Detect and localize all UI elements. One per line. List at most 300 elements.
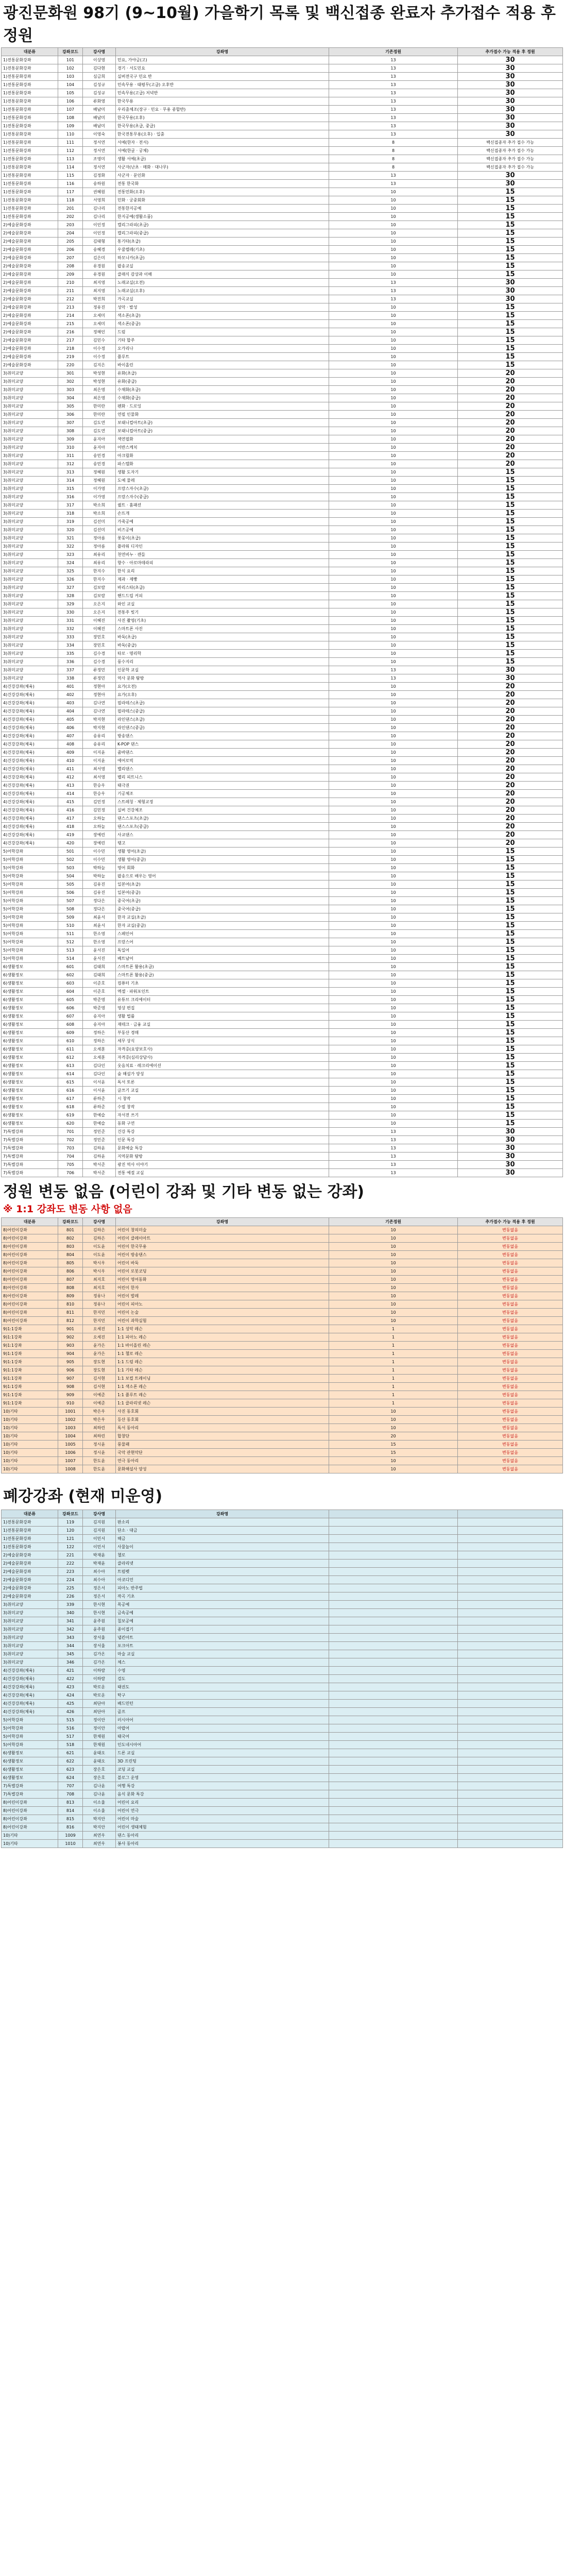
category-cell: 2)예술문화강좌 [2,262,58,270]
category-cell: 3)취미교양 [2,559,58,567]
instructor-cell: 최은영 [83,394,116,402]
new-capacity-cell: 15 [458,922,563,930]
course-name-cell: 칠보공예 [116,1617,329,1625]
course-name-cell: 건강 특강 [116,1128,329,1136]
original-capacity-cell: 10 [329,955,458,963]
course-name-cell: 봉사 동아리 [116,1840,329,1848]
original-capacity-cell: 13 [329,287,458,295]
original-capacity-cell [329,1617,458,1625]
table-row [2,543,563,551]
course-name-cell: 플루트 [116,353,329,361]
category-cell: 4)건강강좌(체육) [2,757,58,765]
code-cell: 801 [58,1226,83,1234]
instructor-cell: 정혜원 [83,468,116,477]
instructor-cell: 정현아 [83,691,116,699]
instructor-cell: 장서율 [83,1634,116,1642]
code-cell: 1005 [58,1440,83,1449]
course-name-cell: 오카리나 [116,345,329,353]
new-capacity-cell: 15 [458,477,563,485]
new-capacity-cell: 30 [458,1144,563,1153]
category-cell: 3)취미교양 [2,543,58,551]
table-row [2,1424,563,1432]
new-capacity-cell: 변동없음 [458,1325,563,1333]
col-course-name: 강좌명 [116,1218,329,1226]
new-capacity-cell: 30 [458,1169,563,1177]
code-cell: 320 [58,526,83,534]
category-cell: 8)어린이강좌 [2,1284,58,1292]
course-name-cell: 첼로 [116,1551,329,1560]
instructor-cell: 김서현 [83,1375,116,1383]
new-capacity-cell: 30 [458,81,563,89]
table-row [2,1741,563,1749]
new-capacity-cell: 백신접종자 추가 접수 가능 [458,139,563,147]
original-capacity-cell: 10 [329,1054,458,1062]
code-cell: 305 [58,402,83,411]
category-cell: 7)특별강좌 [2,1169,58,1177]
new-capacity-cell: 변동없음 [458,1440,563,1449]
code-cell: 317 [58,501,83,510]
course-name-cell: 자격증(요양보호사) [116,1045,329,1054]
unchanged-course-table [1,1217,563,1473]
course-name-cell: 도예 물레 [116,477,329,485]
table-row [2,988,563,996]
new-capacity-cell [458,1543,563,1551]
table-row [2,460,563,468]
course-name-cell: 가죽공예 [116,518,329,526]
instructor-cell: 박하늘 [83,864,116,872]
original-capacity-cell: 10 [329,691,458,699]
category-cell: 4)건강강좌(체육) [2,831,58,839]
code-cell: 316 [58,493,83,501]
original-capacity-cell: 10 [329,246,458,254]
course-name-cell: 아크릴화 [116,452,329,460]
category-cell: 5)어학강좌 [2,938,58,946]
instructor-cell: 배남미 [83,122,116,130]
category-cell: 3)취미교양 [2,510,58,518]
course-name-cell: 바리스타(초급) [116,584,329,592]
table-row [2,1284,563,1292]
new-capacity-cell [458,1757,563,1766]
code-cell: 107 [58,106,83,114]
code-cell: 805 [58,1259,83,1267]
category-cell: 8)어린이강좌 [2,1259,58,1267]
course-name-cell: 우리춤체조(장구 · 민요 · 무용 종합반) [116,106,329,114]
code-cell: 419 [58,831,83,839]
original-capacity-cell: 10 [329,468,458,477]
new-capacity-cell: 15 [458,1095,563,1103]
instructor-cell: 이수정 [83,353,116,361]
instructor-cell: 한도윤 [83,1457,116,1465]
new-capacity-cell: 15 [458,510,563,518]
course-name-cell: 민속무용(고급) 저녁반 [116,89,329,97]
new-capacity-cell: 변동없음 [458,1251,563,1259]
code-cell: 211 [58,287,83,295]
original-capacity-cell: 1 [329,1350,458,1358]
table-row [2,707,563,716]
instructor-cell: 송지아 [83,1012,116,1021]
original-capacity-cell: 10 [329,1103,458,1111]
original-capacity-cell: 10 [329,460,458,468]
new-capacity-cell [458,1617,563,1625]
code-cell: 416 [58,806,83,815]
category-cell: 3)취미교양 [2,625,58,633]
original-capacity-cell: 10 [329,1276,458,1284]
instructor-cell: 이지윤 [83,749,116,757]
table-row [2,1276,563,1284]
course-name-cell: 어린이 발레 [116,1292,329,1300]
instructor-cell: 한지수 [83,575,116,584]
instructor-cell: 장예린 [83,839,116,848]
new-capacity-cell: 30 [458,122,563,130]
code-cell: 809 [58,1292,83,1300]
code-cell: 803 [58,1243,83,1251]
original-capacity-cell: 13 [329,1136,458,1144]
new-capacity-cell: 15 [458,345,563,353]
original-capacity-cell: 10 [329,477,458,485]
original-capacity-cell: 13 [329,81,458,89]
table-row [2,996,563,1004]
new-capacity-cell: 15 [458,246,563,254]
category-cell: 10)기타 [2,1449,58,1457]
new-capacity-cell: 20 [458,773,563,782]
new-capacity-cell [458,1592,563,1601]
table-row [2,848,563,856]
course-name-cell: 1:1 피아노 레슨 [116,1333,329,1342]
category-cell: 3)취미교양 [2,378,58,386]
original-capacity-cell: 10 [329,1251,458,1259]
course-name-cell: 생활 서예(초급) [116,155,329,163]
instructor-cell: 김보람 [83,584,116,592]
original-capacity-cell: 10 [329,238,458,246]
table-row [2,172,563,180]
code-cell: 1003 [58,1424,83,1432]
original-capacity-cell: 1 [329,1399,458,1408]
category-cell: 4)건강강좌(체육) [2,1667,58,1675]
course-name-cell: 서예(한글 · 궁체) [116,147,329,155]
code-cell: 219 [58,353,83,361]
original-capacity-cell: 10 [329,1087,458,1095]
new-capacity-cell: 15 [458,493,563,501]
instructor-cell: 김도연 [83,419,116,427]
original-capacity-cell: 10 [329,270,458,279]
new-capacity-cell: 30 [458,97,563,106]
original-capacity-cell: 13 [329,172,458,180]
table-row [2,1012,563,1021]
original-capacity-cell: 13 [329,130,458,139]
instructor-cell: 김유진 [83,880,116,889]
table-row [2,295,563,303]
table-row [2,1234,563,1243]
table-row [2,361,563,369]
new-capacity-cell: 15 [458,600,563,608]
code-cell: 217 [58,336,83,345]
new-capacity-cell: 30 [458,89,563,97]
course-name-cell: 바둑(중급) [116,641,329,650]
category-cell: 8)어린이강좌 [2,1243,58,1251]
course-name-cell: 민속무용 · 태평무(고급) 오후반 [116,81,329,89]
table-row [2,1518,563,1527]
table-row [2,946,563,955]
category-cell: 2)예술문화강좌 [2,279,58,287]
table-row [2,1095,563,1103]
table-row [2,485,563,493]
table-row [2,1226,563,1234]
category-cell: 10)기타 [2,1432,58,1440]
table-row [2,1399,563,1408]
course-name-cell: 웃음치료 · 레크리에이션 [116,1062,329,1070]
table-row [2,1103,563,1111]
new-capacity-cell: 30 [458,56,563,64]
instructor-cell: 김성규 [83,81,116,89]
table-row [2,559,563,567]
instructor-cell: 오세훈 [83,1054,116,1062]
table-row [2,1087,563,1095]
category-cell: 9)1:1강좌 [2,1391,58,1399]
col-blank-b [458,1510,563,1518]
category-cell: 2)예술문화강좌 [2,320,58,328]
category-cell: 1)전통문화강좌 [2,205,58,213]
instructor-cell: 박로운 [83,1683,116,1691]
course-name-cell: 수필 창작 [116,1103,329,1111]
category-cell: 2)예술문화강좌 [2,229,58,238]
code-cell: 302 [58,378,83,386]
category-cell: 1)전통문화강좌 [2,1535,58,1543]
course-name-cell: K-POP 댄스 [116,740,329,749]
category-cell: 2)예술문화강좌 [2,1584,58,1592]
table-row [2,1440,563,1449]
table-row [2,963,563,971]
code-cell: 903 [58,1342,83,1350]
original-capacity-cell: 1 [329,1366,458,1375]
table-row [2,1292,563,1300]
code-cell: 344 [58,1642,83,1650]
code-cell: 902 [58,1333,83,1342]
original-capacity-cell: 10 [329,782,458,790]
new-capacity-cell [458,1518,563,1527]
course-name-cell: 어린이 클레이아트 [116,1234,329,1243]
original-capacity-cell: 10 [329,510,458,518]
instructor-cell: 최단아 [83,1708,116,1716]
new-capacity-cell: 변동없음 [458,1375,563,1383]
course-name-cell: 라인댄스(중급) [116,724,329,732]
code-cell: 329 [58,600,83,608]
category-cell: 5)어학강좌 [2,955,58,963]
course-name-cell: 1:1 첼로 레슨 [116,1350,329,1358]
category-cell: 3)취미교양 [2,633,58,641]
course-name-cell: 어린이 과학실험 [116,1317,329,1325]
instructor-cell: 박지현 [83,716,116,724]
category-cell: 8)어린이강좌 [2,1823,58,1832]
table-row [2,1350,563,1358]
code-cell: 332 [58,625,83,633]
category-cell: 4)건강강좌(체육) [2,765,58,773]
category-cell: 3)취미교양 [2,658,58,666]
code-cell: 326 [58,575,83,584]
instructor-cell: 정서연 [83,139,116,147]
code-cell: 313 [58,468,83,477]
course-name-cell: 숲 해설가 양성 [116,1070,329,1078]
new-capacity-cell: 15 [458,361,563,369]
original-capacity-cell: 10 [329,864,458,872]
code-cell: 513 [58,946,83,955]
new-capacity-cell: 30 [458,1153,563,1161]
instructor-cell: 이도윤 [83,1243,116,1251]
original-capacity-cell [329,1535,458,1543]
table-row [2,369,563,378]
table-row [2,526,563,534]
new-capacity-cell: 15 [458,913,563,922]
code-cell: 703 [58,1144,83,1153]
code-cell: 325 [58,567,83,575]
original-capacity-cell: 10 [329,1457,458,1465]
new-capacity-cell: 15 [458,1021,563,1029]
original-capacity-cell: 13 [329,1161,458,1169]
original-capacity-cell: 13 [329,122,458,130]
instructor-cell: 윤지아 [83,444,116,452]
original-capacity-cell [329,1609,458,1617]
code-cell: 1008 [58,1465,83,1473]
original-capacity-cell [329,1774,458,1782]
original-capacity-cell: 10 [329,1284,458,1292]
table-row [2,106,563,114]
category-cell: 6)생활정보 [2,1749,58,1757]
table-row [2,922,563,930]
category-cell: 1)전통문화강좌 [2,139,58,147]
code-cell: 324 [58,559,83,567]
original-capacity-cell [329,1766,458,1774]
original-capacity-cell: 10 [329,625,458,633]
course-name-cell: 탱고 [116,839,329,848]
code-cell: 108 [58,114,83,122]
page-title: 광진문화원 98기 (9~10월) 가을학기 목록 및 백신접종 완료자 추가접수 적용 후 정원 [3,4,556,45]
table-row [2,221,563,229]
new-capacity-cell: 30 [458,180,563,188]
course-name-cell: 3D 프린팅 [116,1757,329,1766]
course-name-cell: 베트남어 [116,955,329,963]
original-capacity-cell: 10 [329,897,458,905]
original-capacity-cell: 10 [329,1465,458,1473]
category-cell: 4)건강강좌(체육) [2,839,58,848]
original-capacity-cell: 10 [329,221,458,229]
new-capacity-cell [458,1658,563,1667]
course-name-cell: 한자 교실(중급) [116,922,329,930]
code-cell: 119 [58,1518,83,1527]
original-capacity-cell [329,1543,458,1551]
new-capacity-cell: 15 [458,880,563,889]
new-capacity-cell: 15 [458,262,563,270]
course-name-cell: 1:1 색소폰 레슨 [116,1383,329,1391]
category-cell: 1)전통문화강좌 [2,122,58,130]
category-cell: 6)생활정보 [2,988,58,996]
new-capacity-cell: 15 [458,1111,563,1120]
code-cell: 418 [58,823,83,831]
code-cell: 618 [58,1103,83,1111]
category-cell: 10)기타 [2,1424,58,1432]
original-capacity-cell: 1 [329,1383,458,1391]
table-row [2,1408,563,1416]
original-capacity-cell [329,1601,458,1609]
instructor-cell: 김다현 [83,64,116,73]
instructor-cell: 박은우 [83,1416,116,1424]
table-row [2,1823,563,1832]
instructor-cell: 최수아 [83,1576,116,1584]
course-name-cell: 사군자 · 문인화 [116,172,329,180]
original-capacity-cell: 10 [329,1111,458,1120]
category-cell: 2)예술문화강좌 [2,336,58,345]
category-cell: 1)전통문화강좌 [2,64,58,73]
original-capacity-cell: 10 [329,1078,458,1087]
new-capacity-cell: 15 [458,229,563,238]
instructor-cell: 한채원 [83,1741,116,1749]
table-row [2,674,563,683]
table-row [2,1601,563,1609]
table-row [2,1358,563,1366]
instructor-cell: 김민수 [83,336,116,345]
instructor-cell: 한소영 [83,930,116,938]
new-capacity-cell: 15 [458,658,563,666]
new-capacity-cell: 30 [458,64,563,73]
code-cell: 304 [58,394,83,402]
code-cell: 1007 [58,1457,83,1465]
table-row [2,122,563,130]
new-capacity-cell: 30 [458,114,563,122]
new-capacity-cell: 15 [458,534,563,543]
new-capacity-cell [458,1667,563,1675]
course-name-cell: 노래교실(오전) [116,279,329,287]
table-row [2,534,563,543]
new-capacity-cell [458,1700,563,1708]
course-name-cell: 문화예술 특강 [116,1144,329,1153]
code-cell: 310 [58,444,83,452]
instructor-cell: 한채원 [83,1733,116,1741]
code-cell: 1010 [58,1840,83,1848]
instructor-cell: 박지안 [83,1823,116,1832]
code-cell: 303 [58,386,83,394]
code-cell: 318 [58,510,83,518]
code-cell: 221 [58,1551,83,1560]
code-cell: 405 [58,716,83,724]
category-cell: 5)어학강좌 [2,913,58,922]
table-row [2,732,563,740]
original-capacity-cell [329,1790,458,1799]
course-name-cell: 음식 문화 특강 [116,1790,329,1799]
instructor-cell: 윤주원 [83,1617,116,1625]
original-capacity-cell: 10 [329,369,458,378]
instructor-cell: 최유리 [83,559,116,567]
code-cell: 122 [58,1543,83,1551]
new-capacity-cell: 20 [458,699,563,707]
category-cell: 1)전통문화강좌 [2,1518,58,1527]
table-row [2,823,563,831]
category-cell: 2)예술문화강좌 [2,303,58,312]
instructor-cell: 윤지아 [83,435,116,444]
category-cell: 6)생활정보 [2,1774,58,1782]
code-cell: 701 [58,1128,83,1136]
new-capacity-cell: 20 [458,724,563,732]
code-cell: 215 [58,320,83,328]
code-cell: 424 [58,1691,83,1700]
original-capacity-cell: 10 [329,963,458,971]
original-capacity-cell: 10 [329,641,458,650]
code-cell: 223 [58,1568,83,1576]
instructor-cell: 장도현 [83,1366,116,1375]
course-name-cell: 어린이 피아노 [116,1300,329,1309]
category-cell: 3)취미교양 [2,600,58,608]
instructor-cell: 정이안 [83,1716,116,1724]
code-cell: 412 [58,773,83,782]
category-cell: 7)특별강좌 [2,1790,58,1799]
closed-course-rows [2,1518,563,1848]
